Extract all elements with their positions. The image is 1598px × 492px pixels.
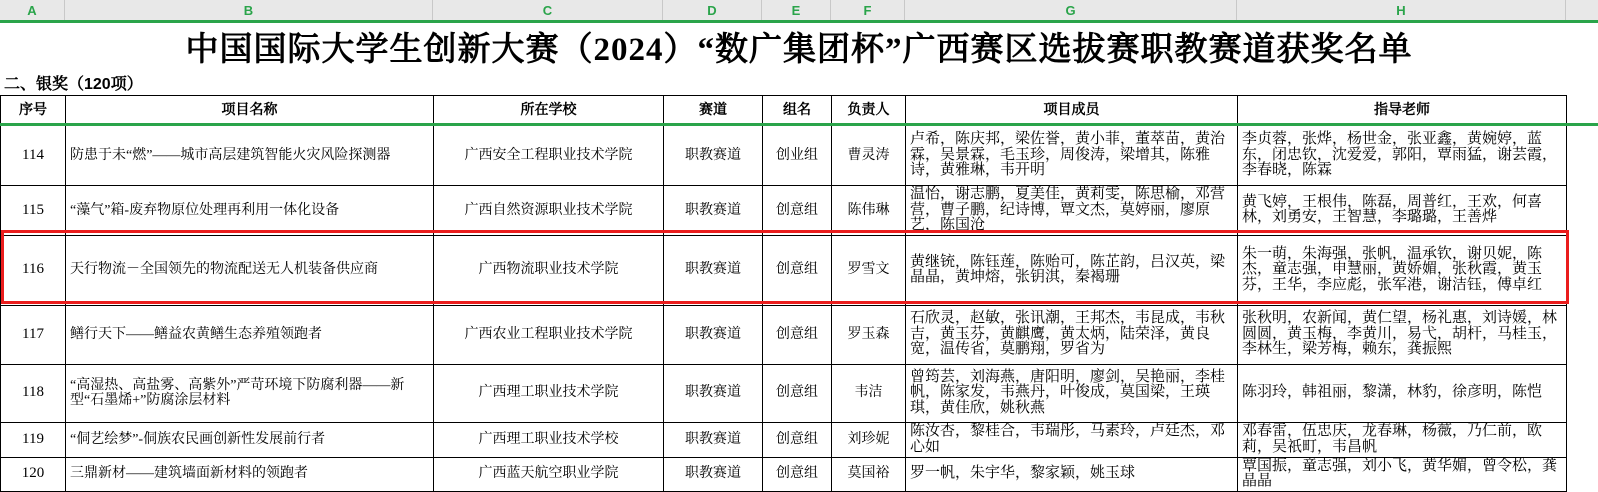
cell-school[interactable]: 广西理工职业技术学校 xyxy=(434,422,664,457)
header-track[interactable]: 赛道 xyxy=(664,96,763,126)
awards-table xyxy=(0,95,1567,492)
cell-project[interactable]: 天行物流－全国领先的物流配送无人机装备供应商 xyxy=(66,235,434,305)
cell-project[interactable]: “高湿热、高盐雾、高紫外”严苛环境下防腐利器——新型“石墨烯+”防腐涂层材料 xyxy=(66,364,434,422)
header-teachers[interactable]: 指导老师 xyxy=(1238,96,1567,126)
header-school[interactable]: 所在学校 xyxy=(434,96,664,126)
col-header-e[interactable]: E xyxy=(762,0,831,20)
cell-no[interactable]: 114 xyxy=(1,126,66,186)
cell-track[interactable]: 职教赛道 xyxy=(664,235,763,305)
table-row xyxy=(1,457,1567,491)
cell-no[interactable]: 119 xyxy=(1,422,66,457)
cell-school[interactable]: 广西物流职业技术学院 xyxy=(434,235,664,305)
cell-members[interactable]: 温怡，谢志鹏，夏美佳，黄莉雯，陈思榆，邓营营，曹子鹏，纪诗博，覃文杰，莫婷丽，廖原艺，陈国沧 xyxy=(906,186,1238,236)
cell-members[interactable]: 罗一帆，朱宇华，黎家颖，姚玉球 xyxy=(906,457,1238,491)
cell-members[interactable]: 卢希，陈庆邦，梁佐誉，黄小菲，董萃苗，黄治霖，吴景霖，毛玉珍，周俊涛，梁增其，陈雅诗，黄雅琳，韦开明 xyxy=(906,126,1238,186)
cell-track[interactable]: 职教赛道 xyxy=(664,126,763,186)
column-header-row xyxy=(0,0,1598,23)
cell-leader[interactable]: 韦洁 xyxy=(832,364,906,422)
col-header-b[interactable]: B xyxy=(65,0,433,20)
header-no[interactable]: 序号 xyxy=(1,96,66,126)
cell-group[interactable]: 创意组 xyxy=(763,235,832,305)
cell-teachers[interactable]: 覃国振，童志强，刘小飞，黄华媚，曾令松，龚晶晶 xyxy=(1238,457,1567,491)
cell-school[interactable]: 广西自然资源职业技术学院 xyxy=(434,186,664,236)
col-header-a[interactable]: A xyxy=(0,0,65,20)
cell-project[interactable]: 鳝行天下——鳝益农黄鳝生态养殖领跑者 xyxy=(66,305,434,364)
cell-track[interactable]: 职教赛道 xyxy=(664,457,763,491)
cell-teachers[interactable]: 朱一萌，朱海强，张帆，温承钦，谢贝妮，陈杰，童志强，申慧丽，黄娇媚，张秋霞，黄玉芬，王华，李应彪，张军港，谢洁钰，傅卓红 xyxy=(1238,235,1567,305)
cell-school[interactable]: 广西理工职业技术学院 xyxy=(434,364,664,422)
section-row[interactable] xyxy=(0,70,1598,95)
cell-school[interactable]: 广西农业工程职业技术学院 xyxy=(434,305,664,364)
cell-members[interactable]: 黄继铳，陈钰莲，陈贻可，陈芷韵，吕汉英，梁晶晶，黄坤熔，张钥淇，秦褐珊 xyxy=(906,235,1238,305)
col-header-g[interactable]: G xyxy=(905,0,1237,20)
header-members[interactable]: 项目成员 xyxy=(906,96,1238,126)
cell-members[interactable]: 石欣灵，赵敏，张讯潮，王邦杰，韦昆成，韦秋吉，黄玉芬，黄麒鹰，黄太炳，陆荣泽，黄良宽，温传省，莫鹏翔，罗省为 xyxy=(906,305,1238,364)
table-row-highlighted xyxy=(1,235,1567,305)
cell-project[interactable]: “侗艺绘梦”-侗族农民画创新性发展前行者 xyxy=(66,422,434,457)
col-header-filler xyxy=(1566,0,1598,20)
cell-leader[interactable]: 陈伟琳 xyxy=(832,186,906,236)
cell-no[interactable]: 117 xyxy=(1,305,66,364)
header-project[interactable]: 项目名称 xyxy=(66,96,434,126)
cell-no[interactable]: 115 xyxy=(1,186,66,236)
sheet-title: 中国国际大学生创新大赛（2024）“数广集团杯”广西赛区选拔赛职教赛道获奖名单 xyxy=(185,32,1413,68)
table-row xyxy=(1,126,1567,186)
cell-leader[interactable]: 莫国裕 xyxy=(832,457,906,491)
col-header-f[interactable]: F xyxy=(831,0,905,20)
header-group[interactable]: 组名 xyxy=(763,96,832,126)
cell-no[interactable]: 116 xyxy=(1,235,66,305)
table-row xyxy=(1,422,1567,457)
cell-members[interactable]: 曾筠芸，刘海燕，唐阳明，廖剑，吴艳丽，李桂帆，陈家发，韦燕丹，叶俊成，莫国梁，王瑛琪，黄佳欣，姚秋燕 xyxy=(906,364,1238,422)
cell-school[interactable]: 广西蓝天航空职业学院 xyxy=(434,457,664,491)
cell-teachers[interactable]: 黄飞婷，王根伟，陈磊，周普红，王欢，何喜林，刘勇安，王智慧，李璐璐，王善烨 xyxy=(1238,186,1567,236)
cell-group[interactable]: 创意组 xyxy=(763,364,832,422)
cell-group[interactable]: 创意组 xyxy=(763,422,832,457)
cell-group[interactable]: 创意组 xyxy=(763,186,832,236)
col-header-c[interactable]: C xyxy=(433,0,663,20)
table-header-row xyxy=(1,96,1567,126)
cell-track[interactable]: 职教赛道 xyxy=(664,364,763,422)
cell-group[interactable]: 创意组 xyxy=(763,305,832,364)
col-header-d[interactable]: D xyxy=(663,0,762,20)
cell-leader[interactable]: 曹灵涛 xyxy=(832,126,906,186)
cell-members[interactable]: 陈汝杏，黎桂合，韦瑞彤，马素玲，卢廷杰，邓心如 xyxy=(906,422,1238,457)
table-row xyxy=(1,364,1567,422)
cell-teachers[interactable]: 李贞蓉，张烨，杨世金，张亚鑫，黄婉婷，蓝东，闭忠钦，沈爱爱，郭阳，覃雨猛，谢芸霞，李春晓，陈霖 xyxy=(1238,126,1567,186)
cell-teachers[interactable]: 陈羽玲，韩祖丽，黎潇，林豹，徐彦明，陈恺 xyxy=(1238,364,1567,422)
cell-track[interactable]: 职教赛道 xyxy=(664,186,763,236)
cell-school[interactable]: 广西安全工程职业技术学院 xyxy=(434,126,664,186)
cell-project[interactable]: “藻气”箱-废弃物原位处理再利用一体化设备 xyxy=(66,186,434,236)
cell-teachers[interactable]: 张秋明，农新闻，黄仁望，杨礼惠，刘诗媛，林圆圆，黄玉梅，李黄川，易弋，胡杆，马桂玉，李林生，梁芳梅，赖东，龚振熙 xyxy=(1238,305,1567,364)
header-leader[interactable]: 负责人 xyxy=(832,96,906,126)
col-header-h[interactable]: H xyxy=(1237,0,1566,20)
cell-track[interactable]: 职教赛道 xyxy=(664,422,763,457)
cell-leader[interactable]: 罗玉森 xyxy=(832,305,906,364)
cell-group[interactable]: 创业组 xyxy=(763,126,832,186)
cell-project[interactable]: 防患于未“燃”——城市高层建筑智能火灾风险探测器 xyxy=(66,126,434,186)
cell-leader[interactable]: 刘珍妮 xyxy=(832,422,906,457)
cell-no[interactable]: 120 xyxy=(1,457,66,491)
cell-project[interactable]: 三鼎新材——建筑墙面新材料的领跑者 xyxy=(66,457,434,491)
frozen-pane-line xyxy=(0,123,1598,126)
cell-teachers[interactable]: 邓春雷，伍忠庆，龙春琳，杨薇，乃仁前，欧莉，吴祇町，韦昌帆 xyxy=(1238,422,1567,457)
table-row xyxy=(1,186,1567,236)
table-row xyxy=(1,305,1567,364)
section-label: 二、银奖（120项） xyxy=(4,76,143,93)
cell-group[interactable]: 创意组 xyxy=(763,457,832,491)
title-row[interactable] xyxy=(0,23,1598,70)
cell-no[interactable]: 118 xyxy=(1,364,66,422)
cell-leader[interactable]: 罗雪文 xyxy=(832,235,906,305)
cell-track[interactable]: 职教赛道 xyxy=(664,305,763,364)
